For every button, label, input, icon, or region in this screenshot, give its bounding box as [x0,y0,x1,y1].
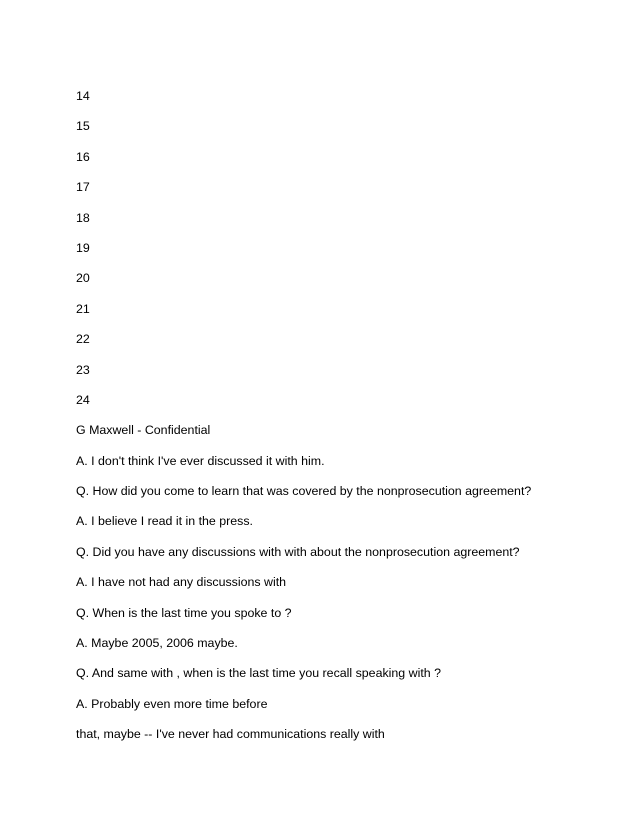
line-number: 21 [76,301,90,316]
line-number: 23 [76,362,90,377]
line-number: 20 [76,271,90,286]
line-number: 14 [76,89,90,103]
line-number: 18 [76,210,90,225]
transcript-line: Q. And same with , when is the last time you recall speaking with ? [76,666,442,681]
page-content [76,89,616,758]
line-number: 19 [76,240,90,255]
transcript-line: Q. How did you come to learn that was covered by the nonprosecution agreement? [76,484,532,499]
transcript-line: Q. Did you have any discussions with with about the nonprosecution agreement? [76,544,520,559]
line-number: 17 [76,180,90,195]
transcript-line: that, maybe -- I've never had communications really with [76,727,385,742]
transcript-line: A. I believe I read it in the press. [76,514,254,529]
line-number: 22 [76,332,90,347]
transcript-line: A. Maybe 2005, 2006 maybe. [76,636,238,651]
transcript-line: A. I don't think I've ever discussed it with him. [76,453,325,468]
confidential-header: G Maxwell - Confidential [76,423,211,438]
transcript-line: A. I have not had any discussions with [76,575,287,590]
line-number: 15 [76,119,90,134]
transcript-line: A. Probably even more time before [76,696,268,711]
line-number: 24 [76,392,90,407]
transcript-line: Q. When is the last time you spoke to ? [76,605,292,620]
line-number: 16 [76,149,90,164]
